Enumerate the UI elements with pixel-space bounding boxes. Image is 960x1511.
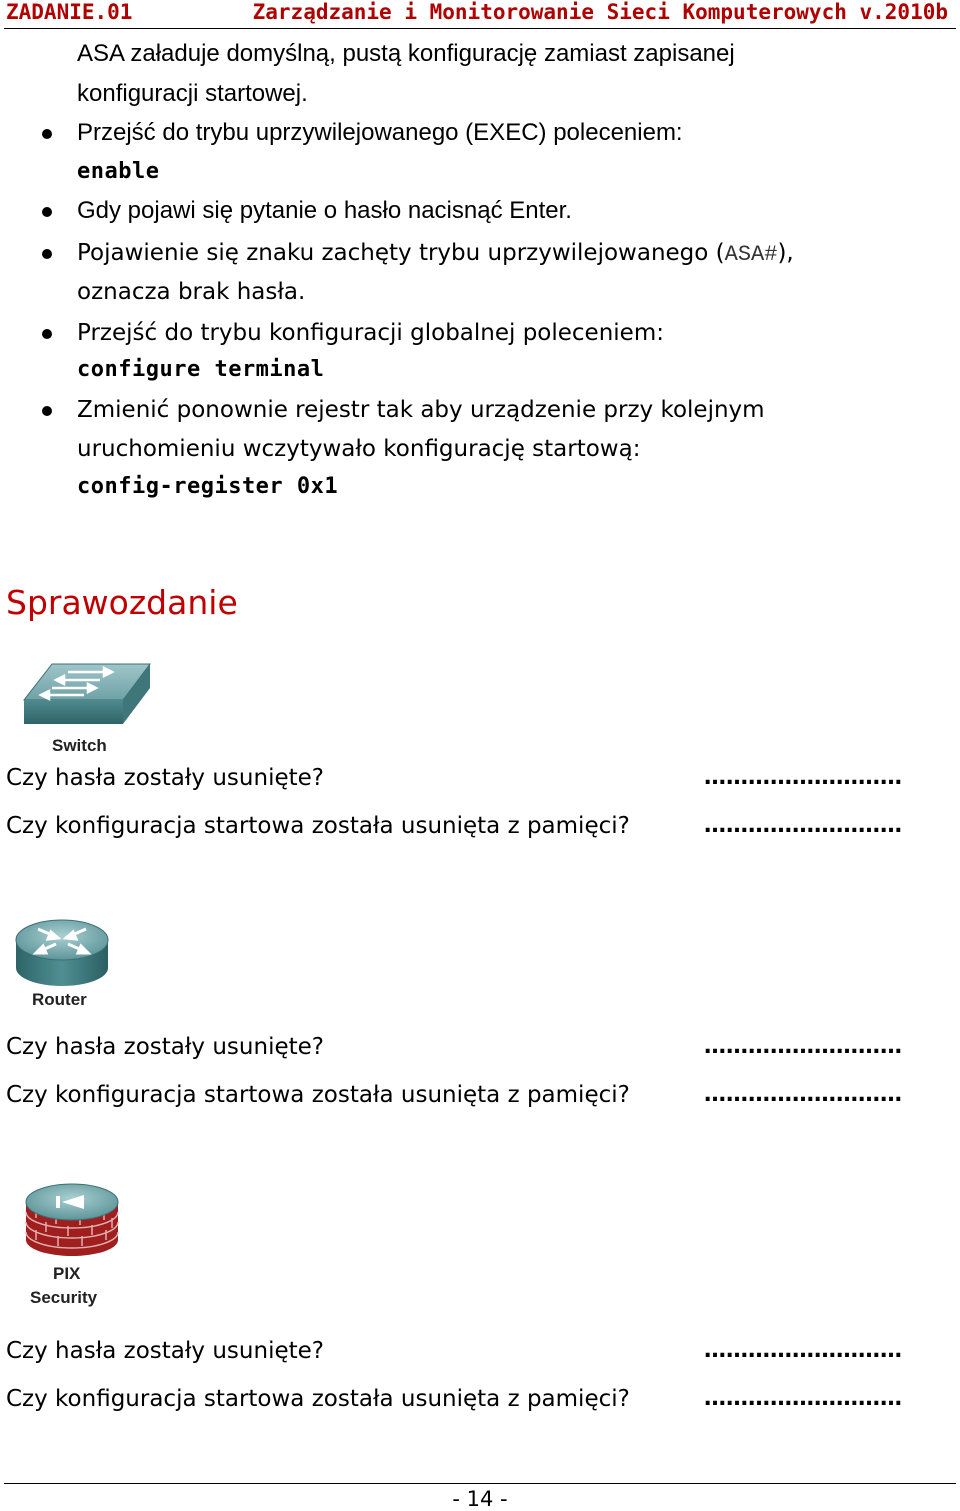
step-register-line1: Zmienić ponownie rejestr tak aby urządzenie przy kolejnym [77,397,765,423]
answer-blank: ……………………… [704,1034,902,1059]
question-passwords-removed: Czy hasła zostały usunięte? [6,1034,324,1060]
question-startup-config-removed: Czy konfiguracja startowa została usunięta z pamięci? [6,1386,630,1412]
firewall-icon [22,1178,122,1264]
bullet-icon [42,249,52,259]
footer-divider [4,1483,956,1484]
question-passwords-removed: Czy hasła zostały usunięte? [6,765,324,791]
pix-label: Security [30,1288,98,1307]
step-register-line2: uruchomieniu wczytywało konfigurację startową: [77,436,641,462]
answer-blank: ……………………… [704,1338,902,1363]
intro-line: ASA załaduje domyślną, pustą konfigurację zamiast zapisanej [77,40,735,67]
header-divider [4,28,956,29]
question-startup-config-removed: Czy konfiguracja startowa została usunięta z pamięci? [6,813,630,839]
step-prompt-line2: oznacza brak hasła. [77,279,306,305]
answer-blank: ……………………… [704,813,902,838]
page-number: - 14 - [452,1487,508,1511]
step-prompt-pre: Pojawienie się znaku zachęty trybu uprzywilejowanego ( [77,240,725,266]
bullet-icon [42,406,52,416]
question-startup-config-removed: Czy konfiguracja startowa została usunięta z pamięci? [6,1082,630,1108]
step-prompt-post: ), [777,240,794,266]
step-enter-text: Gdy pojawi się pytanie o hasło nacisnąć Enter. [77,197,572,224]
header-chapter: ZADANIE.01 [6,0,133,24]
router-label: Router [32,990,87,1009]
step-enable-text: Przejść do trybu uprzywilejowanego (EXEC) poleceniem: [77,119,683,146]
question-passwords-removed: Czy hasła zostały usunięte? [6,1338,324,1364]
intro-line: konfiguracji startowej. [77,80,308,107]
prompt-code: ASA# [724,242,778,267]
bullet-icon [42,329,52,339]
switch-label: Switch [52,736,107,755]
answer-blank: ……………………… [704,1386,902,1411]
bullet-icon [42,129,52,139]
command-enable: enable [77,159,160,184]
step-prompt-text [77,239,794,269]
router-icon [12,912,112,994]
switch-icon [20,660,155,739]
bullet-icon [42,207,52,217]
command-configure-terminal: configure terminal [77,357,325,382]
answer-blank: ……………………… [704,765,902,790]
header-course-title: Zarządzanie i Monitorowanie Sieci Komputerowych v.2010b [252,0,948,24]
section-title: Sprawozdanie [6,583,238,622]
answer-blank: ……………………… [704,1082,902,1107]
pix-label: PIX [53,1264,81,1283]
command-config-register: config-register 0x1 [77,474,339,499]
step-config-text: Przejść do trybu konfiguracji globalnej poleceniem: [77,320,664,346]
